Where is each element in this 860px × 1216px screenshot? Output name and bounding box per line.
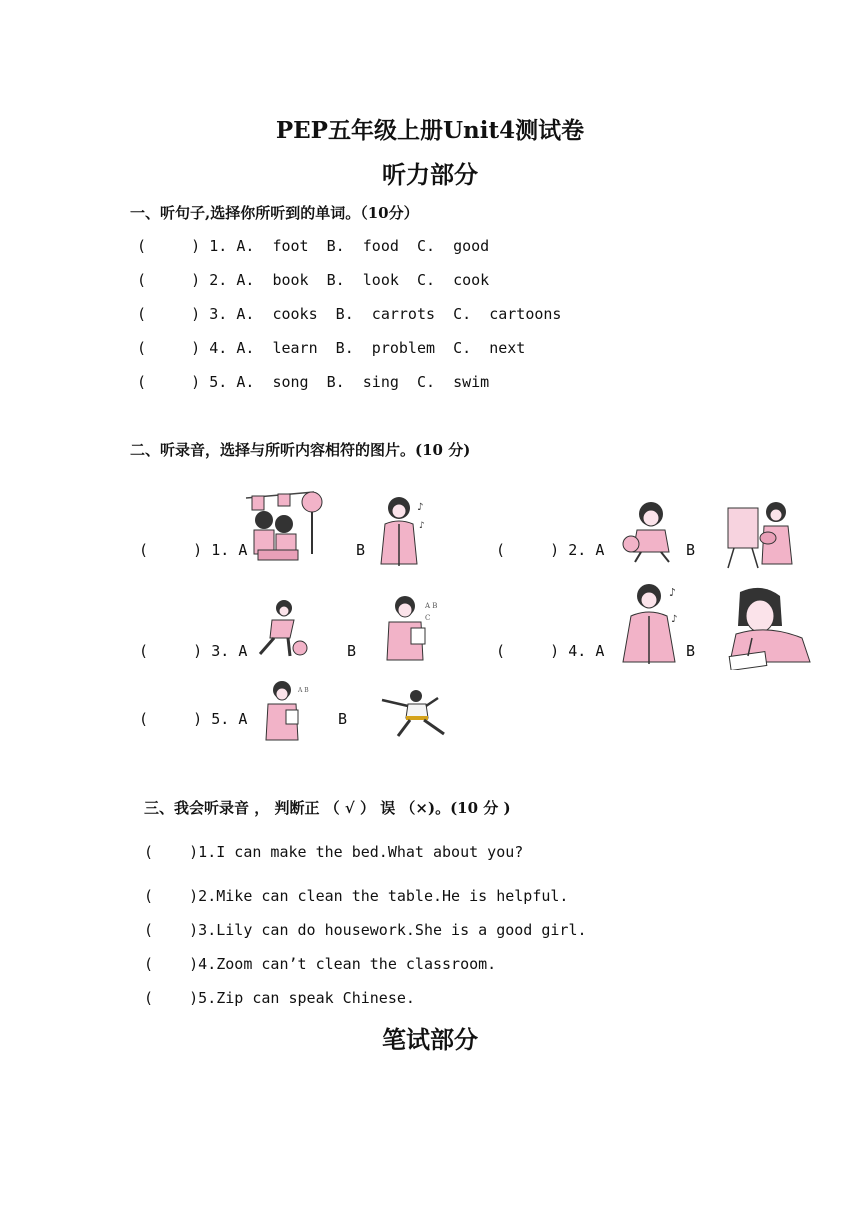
section1-item-1: ( ) 1. A. foot B. food C. good <box>137 237 490 255</box>
picture-boy-reading-2 <box>264 680 310 742</box>
svg-text:A B: A B <box>298 687 309 694</box>
section3-item-1: ( )1.I can make the bed.What about you? <box>144 843 524 861</box>
svg-text:♪: ♪ <box>417 502 424 513</box>
picture-girl-playing-ball <box>621 500 683 564</box>
q5-label: ( ) 5. A <box>139 710 248 728</box>
section2-heading: 二、听录音，选择与所听内容相符的图片。(10 分) <box>130 441 471 459</box>
svg-text:C: C <box>425 614 431 622</box>
section3-item-2: ( )2.Mike can clean the table.He is helpful. <box>144 887 569 905</box>
written-heading: 笔试部分 <box>382 1025 478 1054</box>
q1-label: ( ) 1. A <box>139 541 248 559</box>
picture-boy-reading <box>381 594 437 662</box>
q2-b-label: B <box>686 541 696 559</box>
section1-item-3: ( ) 3. A. cooks B. carrots C. cartoons <box>137 305 562 323</box>
picture-girl-painting <box>724 498 794 570</box>
section1-item-2: ( ) 2. A. book B. look C. cook <box>137 271 490 289</box>
q4-label: ( ) 4. A <box>496 642 605 660</box>
picture-girl-writing <box>722 586 814 670</box>
svg-text:♪: ♪ <box>671 614 678 625</box>
section1-item-4: ( ) 4. A. learn B. problem C. next <box>137 339 526 357</box>
q3-label: ( ) 3. A <box>139 642 248 660</box>
listening-heading: 听力部分 <box>382 160 478 189</box>
q3-b-label: B <box>347 642 357 660</box>
picture-boy-basketball <box>250 598 312 660</box>
picture-girl-singing <box>377 494 429 568</box>
q4-b-label: B <box>686 642 696 660</box>
section1-item-5: ( ) 5. A. song B. sing C. swim <box>137 373 490 391</box>
svg-text:A B: A B <box>425 602 437 610</box>
section3-item-5: ( )5.Zip can speak Chinese. <box>144 989 415 1007</box>
picture-kids-cooking <box>244 488 326 564</box>
section3-heading: 三、我会听录音 ， 判断正 （ √ ） 误 （×)。(10 分 ) <box>144 799 511 817</box>
picture-kung-fu <box>380 688 452 740</box>
svg-text:♪: ♪ <box>669 586 677 599</box>
section1-heading: 一、听句子,选择你所听到的单词。（10分） <box>130 204 419 222</box>
picture-girl-singing-2 <box>621 582 685 666</box>
svg-text:♪: ♪ <box>419 521 425 531</box>
section3-item-3: ( )3.Lily can do housework.She is a good girl. <box>144 921 587 939</box>
q2-label: ( ) 2. A <box>496 541 605 559</box>
section3-item-4: ( )4.Zoom can’t clean the classroom. <box>144 955 497 973</box>
q1-b-label: B <box>356 541 366 559</box>
page-title: PEP五年级上册Unit4测试卷 <box>275 117 585 144</box>
q5-b-label: B <box>338 710 348 728</box>
